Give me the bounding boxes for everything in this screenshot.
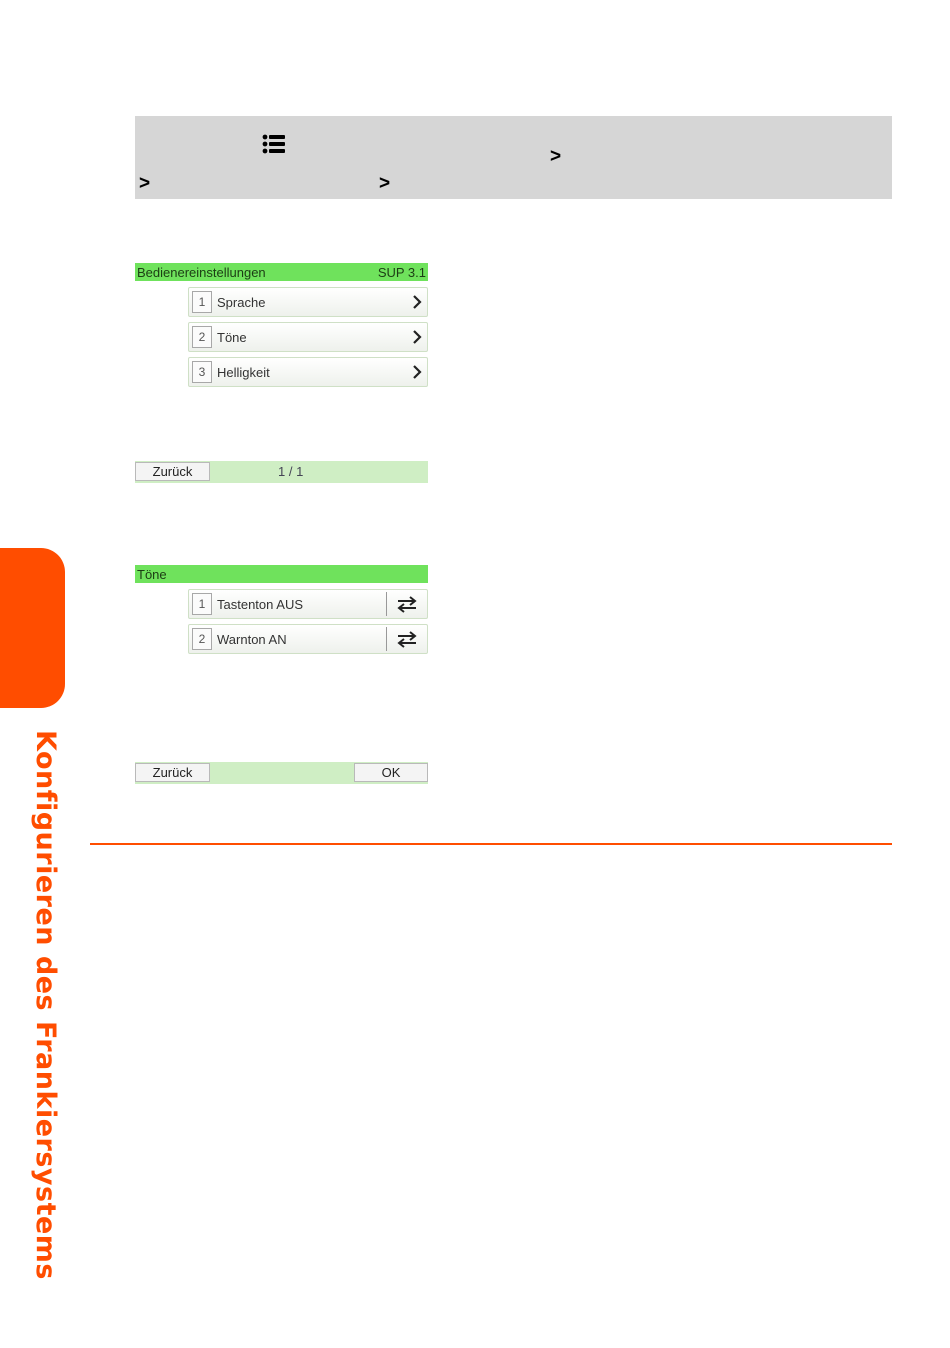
chapter-label: Konfigurieren des Frankiersystems: [30, 730, 61, 1280]
back-button[interactable]: Zurück: [135, 462, 210, 481]
item-number: 2: [192, 628, 212, 650]
screen-title: Töne: [137, 566, 167, 582]
screen-header: [135, 565, 428, 583]
navigation-path-box: [135, 116, 892, 199]
item-label: Helligkeit: [217, 364, 270, 380]
chevron-right-icon: [411, 329, 423, 345]
toggle-arrows-icon: [395, 630, 419, 648]
screen-body: [135, 583, 428, 762]
chapter-tab: [0, 548, 65, 708]
screen-header: [135, 263, 428, 281]
menu-item-helligkeit[interactable]: [188, 357, 428, 387]
screen-footer: [135, 461, 428, 483]
ok-button[interactable]: OK: [354, 763, 428, 782]
screen-title: Bedienereinstellungen: [137, 264, 266, 280]
list-menu-icon: [262, 133, 286, 155]
chevron-right-icon: [411, 364, 423, 380]
chevron-right-icon: [411, 294, 423, 310]
menu-item-toene[interactable]: [188, 322, 428, 352]
back-button[interactable]: Zurück: [135, 763, 210, 782]
nav-separator: >: [550, 146, 562, 167]
screen-body: [135, 281, 428, 461]
nav-separator: >: [139, 173, 151, 194]
menu-item-sprache[interactable]: [188, 287, 428, 317]
setting-warning-tone[interactable]: [188, 624, 428, 654]
nav-separator: >: [379, 173, 391, 194]
page-indicator: 1 / 1: [278, 464, 304, 479]
item-label: Tastenton AUS: [217, 596, 303, 612]
toggle-button[interactable]: [386, 627, 427, 651]
item-number: 3: [192, 361, 212, 383]
section-divider: [90, 843, 892, 845]
toggle-button[interactable]: [386, 592, 427, 616]
setting-key-tone[interactable]: [188, 589, 428, 619]
item-label: Töne: [217, 329, 247, 345]
item-number: 2: [192, 326, 212, 348]
item-label: Sprache: [217, 294, 266, 310]
screen-operator-settings: [135, 263, 428, 483]
screen-code: SUP 3.1: [377, 264, 426, 280]
toggle-arrows-icon: [395, 595, 419, 613]
screen-footer: [135, 762, 428, 784]
item-label: Warnton AN: [217, 631, 287, 647]
item-number: 1: [192, 291, 212, 313]
item-number: 1: [192, 593, 212, 615]
screen-tones: [135, 565, 428, 784]
